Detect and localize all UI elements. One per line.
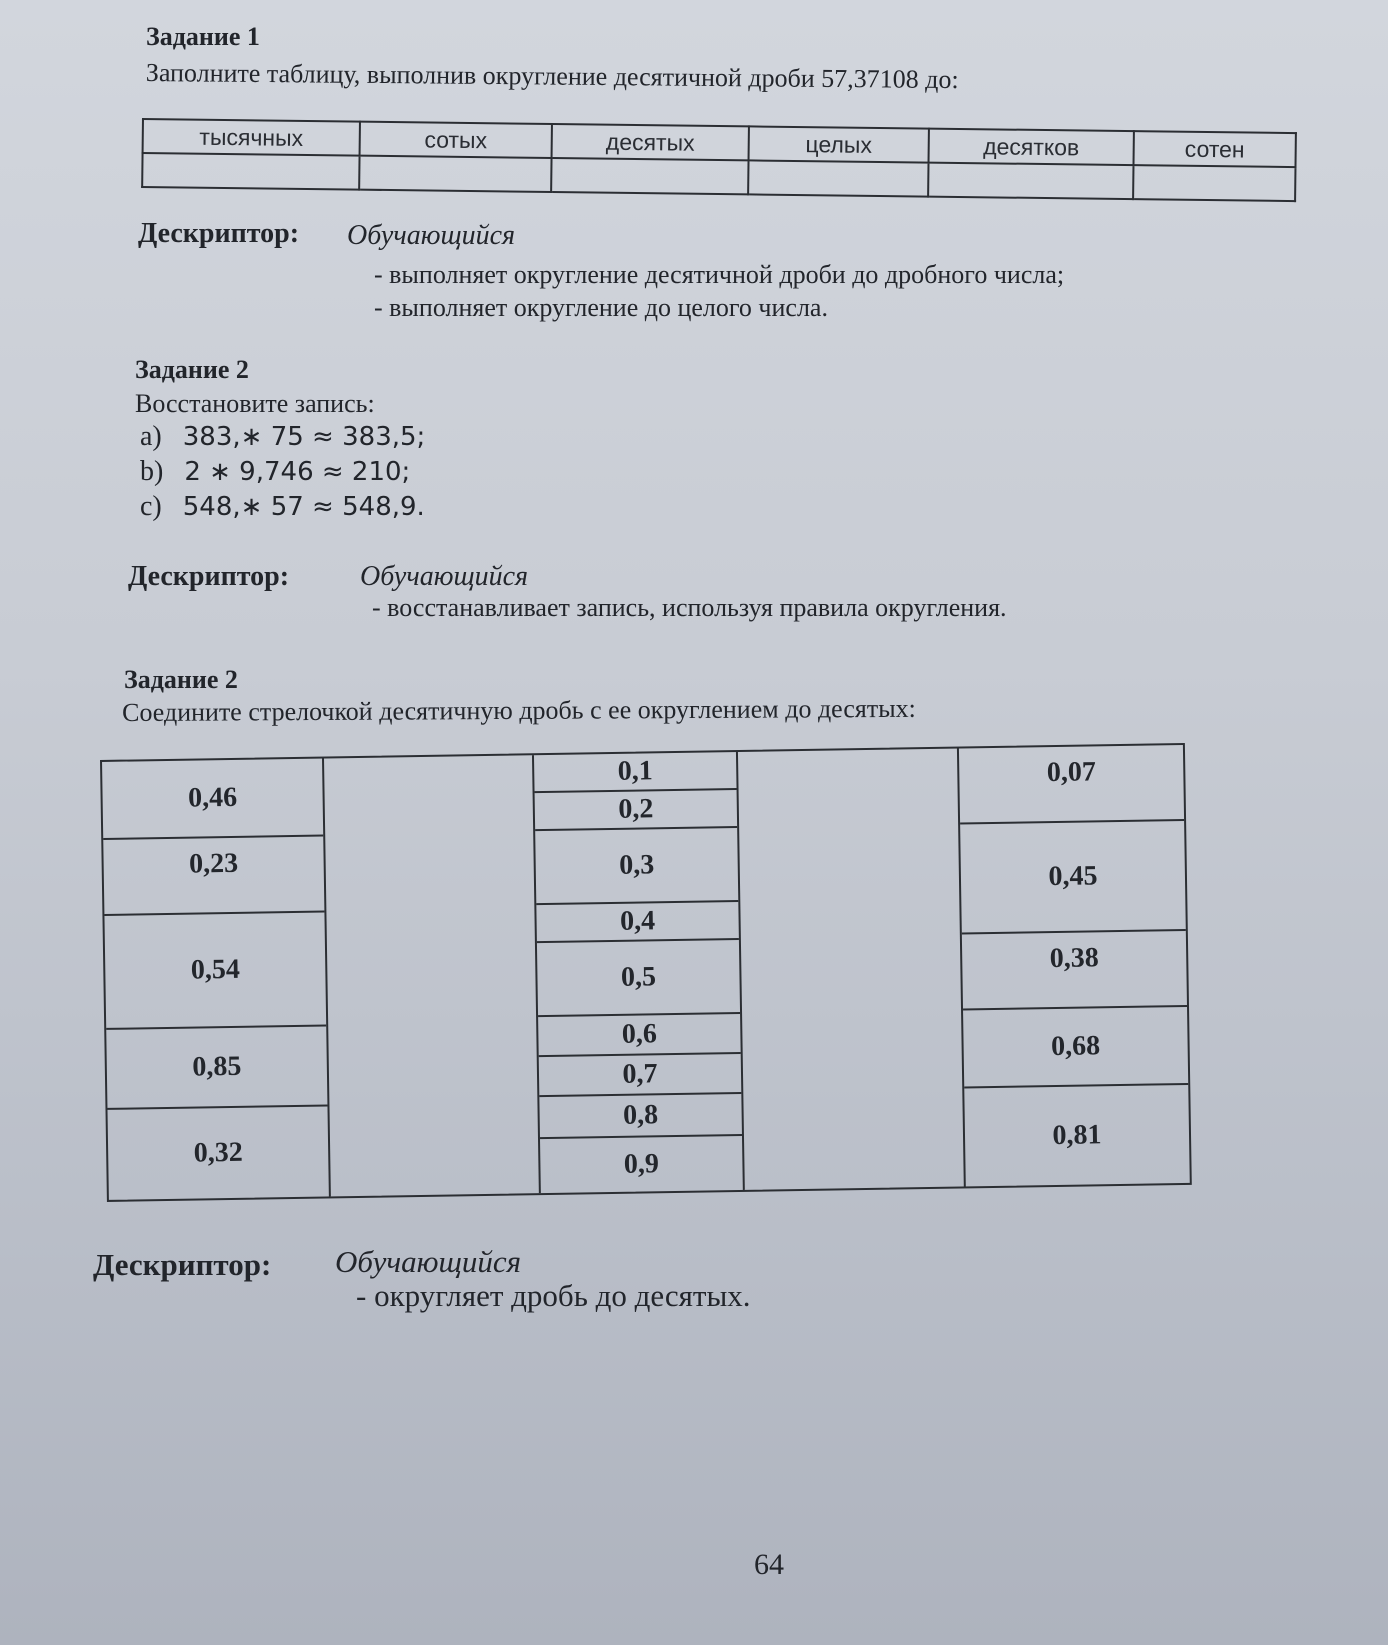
task2-item-b-label: b)	[140, 456, 164, 487]
task1-instruction: Заполните таблицу, выполнив округление десятичной дроби 57,37108 до:	[145, 58, 959, 95]
task2-item-c	[140, 491, 425, 523]
answer-cell-hundredths[interactable]	[359, 156, 551, 192]
descriptor3-line1: - округляет дробь до десятых.	[356, 1278, 751, 1313]
answer-cell-tens[interactable]	[928, 163, 1133, 200]
middle-value-4[interactable]: 0,4	[536, 902, 739, 943]
header-hundredths: сотых	[360, 122, 552, 158]
descriptor3-label: Дескриптор:	[93, 1247, 272, 1282]
task2-instruction: Восстановите запись:	[135, 389, 375, 418]
task2-item-c-expr: 548,∗ 57 ≈ 548,9.	[182, 492, 425, 522]
task2-item-a	[140, 421, 425, 453]
answer-cell-tenths[interactable]	[551, 158, 748, 194]
task2-item-c-label: c)	[140, 491, 162, 522]
right-value-4[interactable]: 0,68	[963, 1007, 1188, 1089]
task2-item-a-label: a)	[140, 421, 162, 452]
right-value-3[interactable]: 0,38	[962, 931, 1187, 1011]
task2-title: Задание 2	[135, 355, 249, 384]
answer-cell-thousandths[interactable]	[142, 153, 359, 190]
descriptor2-line1: - восстанавливает запись, используя правила округления.	[372, 593, 1007, 622]
middle-value-2[interactable]: 0,2	[535, 790, 738, 831]
middle-value-5[interactable]: 0,5	[537, 940, 740, 1017]
descriptor1-label: Дескриптор:	[138, 218, 300, 249]
middle-value-1[interactable]: 0,1	[534, 752, 737, 793]
right-value-2[interactable]: 0,45	[960, 821, 1186, 935]
middle-value-3[interactable]: 0,3	[535, 828, 738, 905]
middle-value-6[interactable]: 0,6	[538, 1014, 741, 1057]
descriptor1-who: Обучающийся	[347, 220, 516, 251]
descriptor2-who: Обучающийся	[360, 561, 529, 592]
matching-left-column	[102, 758, 331, 1199]
descriptor2-label: Дескриптор:	[128, 561, 290, 592]
rounding-table	[141, 118, 1297, 202]
descriptor1-line2: - выполняет округление до целого числа.	[374, 293, 828, 322]
left-value-4[interactable]: 0,85	[106, 1026, 327, 1109]
header-tens: десятков	[929, 129, 1134, 166]
left-value-3[interactable]: 0,54	[104, 912, 326, 1029]
task1-title: Задание 1	[146, 22, 260, 51]
matching-right-column	[957, 745, 1190, 1186]
matching-middle-column	[532, 752, 745, 1193]
task3-title: Задание 2	[124, 665, 238, 694]
left-value-5[interactable]: 0,32	[193, 1136, 243, 1169]
right-value-1[interactable]: 0,07	[959, 745, 1184, 825]
answer-cell-hundreds[interactable]	[1133, 165, 1295, 201]
descriptor3-who: Обучающийся	[335, 1244, 522, 1279]
task2-item-b	[140, 456, 410, 488]
middle-value-8[interactable]: 0,8	[539, 1094, 742, 1139]
task3-instruction: Соедините стрелочкой десятичную дробь с ее округлением до десятых:	[122, 693, 916, 727]
matching-table	[100, 743, 1192, 1202]
header-thousandths: тысячных	[143, 119, 360, 156]
middle-value-9[interactable]: 0,9	[623, 1148, 660, 1180]
descriptor1-line1: - выполняет округление десятичной дроби до дробного числа;	[374, 260, 1065, 289]
task2-item-b-expr: 2 ∗ 9,746 ≈ 210;	[184, 457, 411, 487]
left-value-1[interactable]: 0,46	[102, 759, 323, 840]
middle-value-7[interactable]: 0,7	[539, 1054, 742, 1097]
left-value-2[interactable]: 0,23	[103, 837, 324, 916]
task2-item-a-expr: 383,∗ 75 ≈ 383,5;	[182, 422, 426, 452]
header-hundreds: сотен	[1133, 131, 1295, 167]
answer-cell-units[interactable]	[748, 160, 928, 196]
right-value-5[interactable]: 0,81	[1052, 1119, 1102, 1152]
header-tenths: десятых	[552, 124, 749, 160]
page-number: 64	[754, 1548, 784, 1581]
header-units: целых	[749, 126, 929, 162]
